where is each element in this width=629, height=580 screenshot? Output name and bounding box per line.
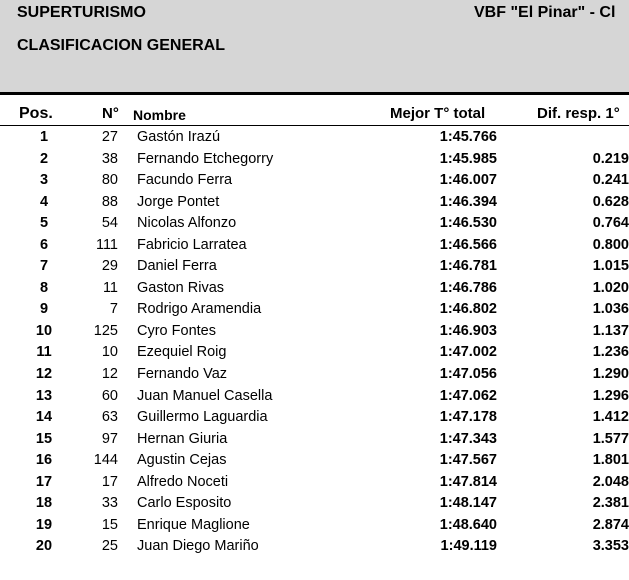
difference-cell: 1.137 xyxy=(592,322,629,339)
driver-name-cell: Juan Manuel Casella xyxy=(137,387,273,404)
car-number-cell: 33 xyxy=(101,495,118,512)
car-number-cell: 27 xyxy=(101,129,118,145)
position-cell: 14 xyxy=(35,409,53,426)
column-header-difference: Dif. resp. 1° xyxy=(537,105,620,122)
car-number-cell: 125 xyxy=(93,322,118,339)
position-cell: 12 xyxy=(35,366,53,383)
table-row xyxy=(0,213,629,235)
driver-name-cell: Enrique Maglione xyxy=(137,516,250,533)
driver-name-cell: Alfredo Noceti xyxy=(137,473,229,490)
best-time-cell: 1:47.178 xyxy=(439,409,497,426)
driver-name-cell: Fernando Vaz xyxy=(137,366,228,383)
best-time-cell: 1:47.567 xyxy=(439,452,497,469)
position-cell: 17 xyxy=(35,473,53,490)
position-cell: 7 xyxy=(39,258,49,275)
difference-cell: 0.219 xyxy=(592,150,629,167)
classification-title: CLASIFICACION GENERAL xyxy=(17,37,225,54)
best-time-cell: 1:48.640 xyxy=(439,516,497,533)
best-time-cell: 1:47.814 xyxy=(439,473,497,490)
difference-cell: 0.241 xyxy=(592,172,629,189)
table-row xyxy=(0,450,629,472)
position-cell: 4 xyxy=(39,193,49,210)
driver-name-cell: Carlo Esposito xyxy=(137,495,232,512)
best-time-cell: 1:49.119 xyxy=(440,538,497,555)
best-time-cell: 1:46.786 xyxy=(439,279,497,296)
position-cell: 1 xyxy=(39,129,49,145)
car-number-cell: 11 xyxy=(102,279,118,296)
best-time-cell: 1:46.781 xyxy=(439,258,497,275)
best-time-cell: 1:45.766 xyxy=(439,129,497,145)
table-row xyxy=(0,321,629,343)
position-cell: 15 xyxy=(35,430,53,447)
table-row xyxy=(0,364,629,386)
car-number-cell: 54 xyxy=(101,215,118,232)
best-time-cell: 1:47.002 xyxy=(439,344,497,361)
difference-cell: 1.236 xyxy=(592,344,629,361)
table-row xyxy=(0,149,629,171)
column-header-best-time: Mejor T° total xyxy=(390,105,486,122)
table-row xyxy=(0,256,629,278)
table-row xyxy=(0,342,629,364)
driver-name-cell: Gastón Irazú xyxy=(137,129,221,145)
difference-cell: 2.048 xyxy=(592,473,629,490)
driver-name-cell: Jorge Pontet xyxy=(137,193,220,210)
position-cell: 13 xyxy=(35,387,53,404)
car-number-cell: 63 xyxy=(101,409,118,426)
position-cell: 18 xyxy=(35,495,53,512)
position-cell: 2 xyxy=(39,150,49,167)
car-number-cell: 10 xyxy=(101,344,118,361)
difference-cell: 1.296 xyxy=(592,387,629,404)
car-number-cell: 111 xyxy=(95,236,118,253)
driver-name-cell: Fabricio Larratea xyxy=(137,236,247,253)
report-header xyxy=(0,0,629,95)
table-row xyxy=(0,127,629,149)
best-time-cell: 1:46.007 xyxy=(439,172,497,189)
driver-name-cell: Daniel Ferra xyxy=(137,258,217,275)
column-header-pos: Pos. xyxy=(19,105,53,122)
difference-cell: 1.290 xyxy=(592,366,629,383)
car-number-cell: 80 xyxy=(101,172,118,189)
position-cell: 9 xyxy=(39,301,49,318)
driver-name-cell: Agustin Cejas xyxy=(137,452,227,469)
difference-cell: 1.577 xyxy=(592,430,629,447)
driver-name-cell: Hernan Giuria xyxy=(137,430,228,447)
event-title: VBF "El Pinar" - Cl xyxy=(474,4,616,21)
difference-cell: 1.020 xyxy=(592,279,629,296)
difference-cell: 0.764 xyxy=(592,215,629,232)
table-row xyxy=(0,407,629,429)
position-cell: 8 xyxy=(39,279,49,296)
best-time-cell: 1:46.903 xyxy=(439,322,497,339)
driver-name-cell: Rodrigo Aramendia xyxy=(137,301,262,318)
position-cell: 16 xyxy=(35,452,53,469)
table-row xyxy=(0,536,629,558)
best-time-cell: 1:46.530 xyxy=(439,215,497,232)
best-time-cell: 1:46.394 xyxy=(439,193,497,210)
table-row xyxy=(0,493,629,515)
driver-name-cell: Guillermo Laguardia xyxy=(137,409,268,426)
difference-cell: 1.801 xyxy=(592,452,629,469)
best-time-cell: 1:46.802 xyxy=(439,301,497,318)
difference-cell: 1.015 xyxy=(592,258,629,275)
car-number-cell: 17 xyxy=(101,473,118,490)
car-number-cell: 38 xyxy=(101,150,118,167)
difference-cell: 1.036 xyxy=(592,301,629,318)
column-header-name: Nombre xyxy=(133,107,186,123)
position-cell: 3 xyxy=(39,172,49,189)
table-row xyxy=(0,192,629,214)
best-time-cell: 1:46.566 xyxy=(439,236,497,253)
difference-cell: 1.412 xyxy=(592,409,629,426)
driver-name-cell: Gaston Rivas xyxy=(137,279,225,296)
table-row xyxy=(0,170,629,192)
table-header xyxy=(0,103,629,126)
driver-name-cell: Juan Diego Mariño xyxy=(137,538,259,555)
best-time-cell: 1:45.985 xyxy=(439,150,497,167)
table-row xyxy=(0,429,629,451)
best-time-cell: 1:47.056 xyxy=(439,366,497,383)
car-number-cell: 25 xyxy=(101,538,118,555)
table-row xyxy=(0,235,629,257)
car-number-cell: 29 xyxy=(101,258,118,275)
difference-cell: 0.800 xyxy=(592,236,629,253)
table-row xyxy=(0,472,629,494)
series-title: SUPERTURISMO xyxy=(17,4,146,21)
table-row xyxy=(0,299,629,321)
car-number-cell: 12 xyxy=(101,366,118,383)
difference-cell: 2.874 xyxy=(592,516,629,533)
difference-cell: 3.353 xyxy=(592,538,629,555)
results-table xyxy=(0,127,629,558)
driver-name-cell: Cyro Fontes xyxy=(137,322,216,339)
position-cell: 6 xyxy=(39,236,49,253)
car-number-cell: 7 xyxy=(109,301,118,318)
car-number-cell: 15 xyxy=(101,516,118,533)
difference-cell: 2.381 xyxy=(592,495,629,512)
table-row xyxy=(0,515,629,537)
column-header-number: N° xyxy=(102,105,119,122)
position-cell: 20 xyxy=(35,538,53,555)
driver-name-cell: Ezequiel Roig xyxy=(137,344,227,361)
car-number-cell: 97 xyxy=(101,430,118,447)
table-row xyxy=(0,386,629,408)
position-cell: 5 xyxy=(39,215,49,232)
best-time-cell: 1:47.062 xyxy=(439,387,497,404)
driver-name-cell: Fernando Etchegorry xyxy=(137,150,274,167)
position-cell: 11 xyxy=(36,344,52,361)
driver-name-cell: Facundo Ferra xyxy=(137,172,233,189)
position-cell: 10 xyxy=(35,322,53,339)
best-time-cell: 1:48.147 xyxy=(439,495,497,512)
best-time-cell: 1:47.343 xyxy=(439,430,497,447)
car-number-cell: 88 xyxy=(101,193,118,210)
difference-cell: 0.628 xyxy=(592,193,629,210)
driver-name-cell: Nicolas Alfonzo xyxy=(137,215,237,232)
car-number-cell: 144 xyxy=(93,452,118,469)
position-cell: 19 xyxy=(35,516,53,533)
car-number-cell: 60 xyxy=(101,387,118,404)
table-row xyxy=(0,278,629,300)
